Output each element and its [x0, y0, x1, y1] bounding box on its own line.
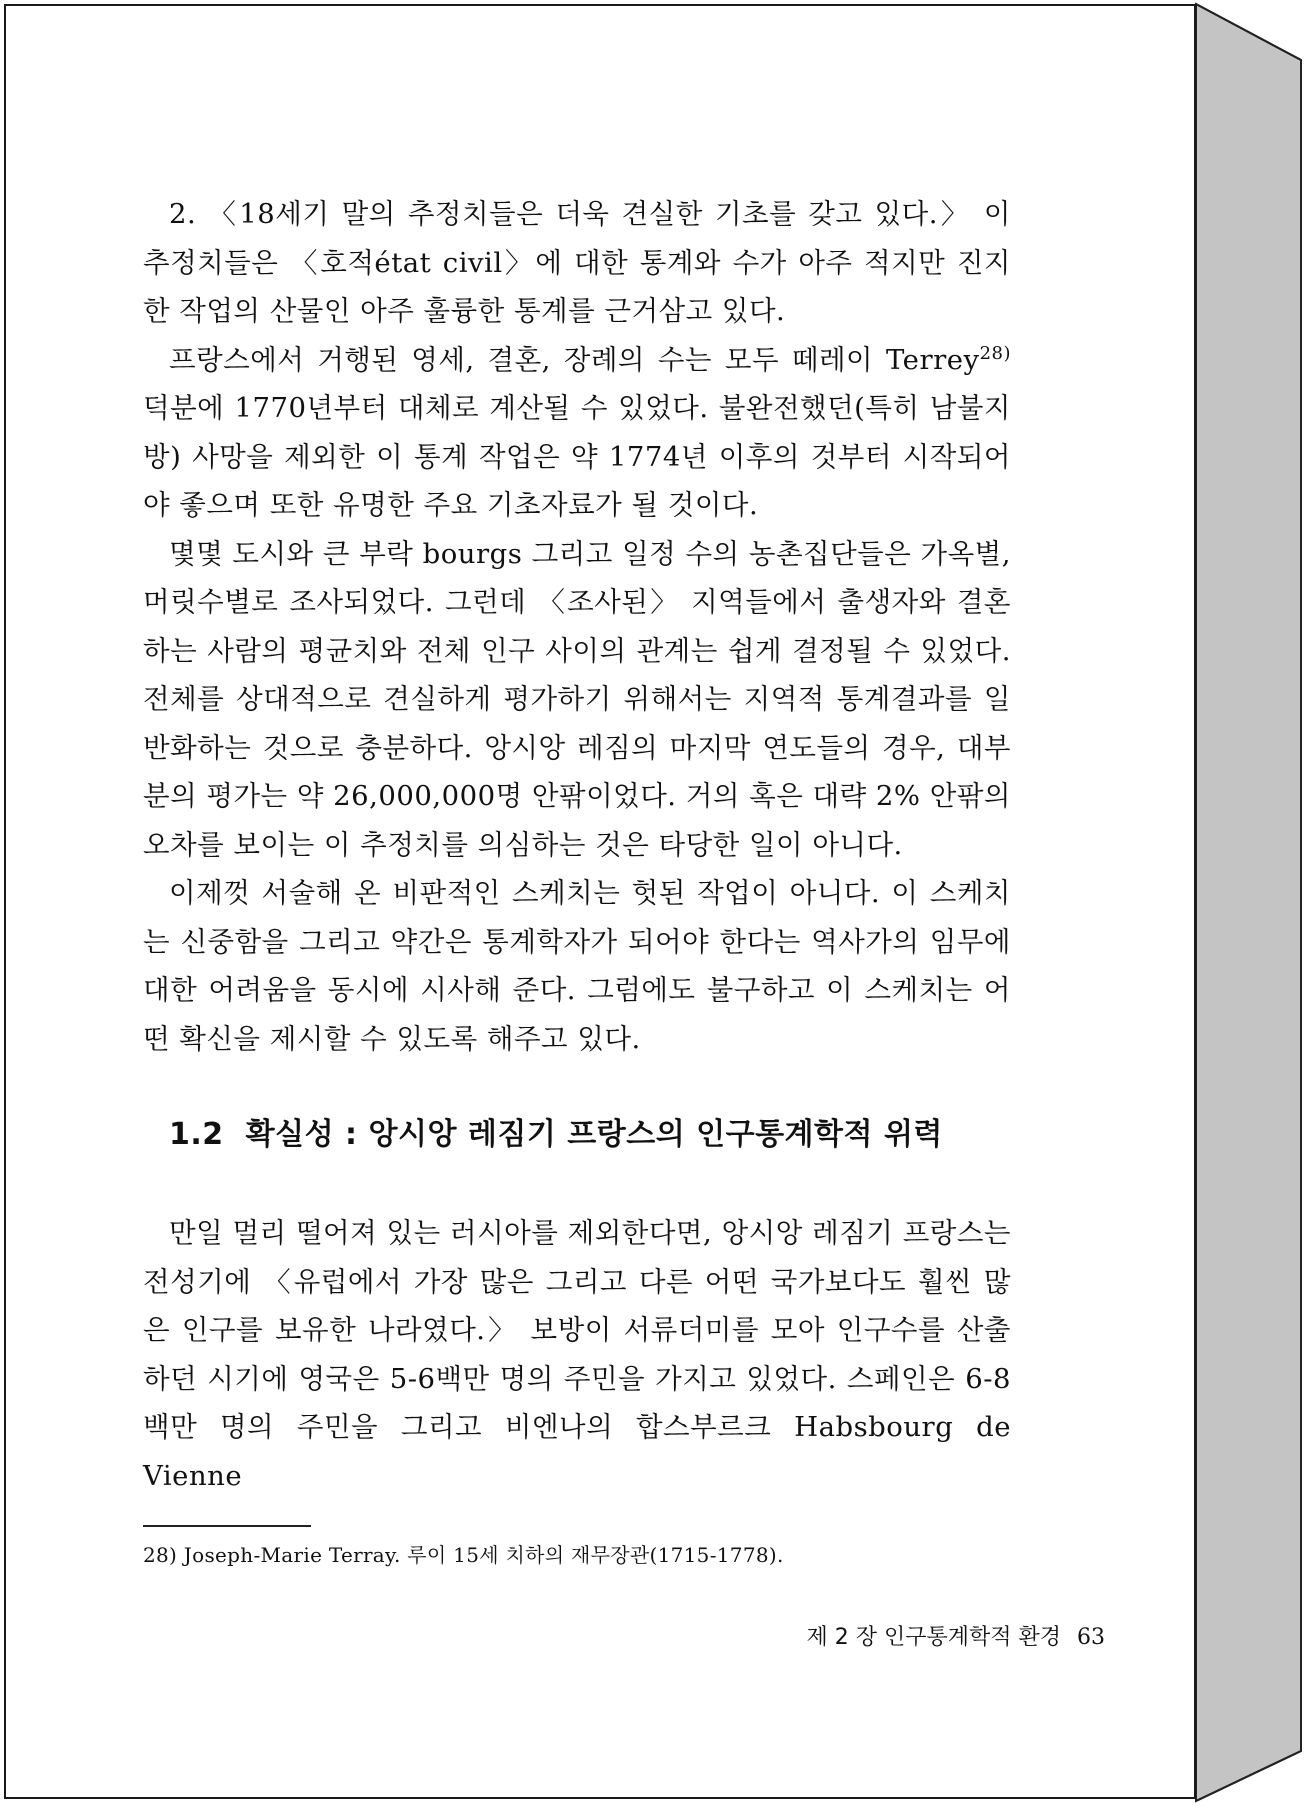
paragraph-2-text: 프랑스에서 거행된 영세, 결혼, 장례의 수는 모두 떼레이 Terrey — [169, 343, 980, 376]
chapter-title: 제 2 장 인구통계학적 환경 — [806, 1625, 1061, 1650]
paragraph-3: 몇몇 도시와 큰 부락 bourgs 그리고 일정 수의 농촌집단들은 가옥별, 머릿수별로 조사되었다. 그런데 〈조사된〉 지역들에서 출생자와 결혼하는 사람의 평균치와 전체 인구 사이의 관계는 쉽게 결정될 수 있었다. 전체를 상대적으로 견실하게 평가하기 위해서는 지역적 통계결과를 일반화하는 것으로 충분하다. 앙시앙 레짐의 마지막 연도들의 경우, 대부분의 평가는 약 26,000,000명 안팎이었다. 거의 혹은 대략 2% 안팎의 오차를 보이는 이 추정치를 의심하는 것은 타당한 일이 아니다. — [143, 537, 1011, 861]
paragraph-2-rest: 덕분에 1770년부터 대체로 계산될 수 있었다. 불완전했던(특히 남불지방) 사망을 제외한 이 통계 작업은 약 1774년 이후의 것부터 시작되어야 좋으며 또한 유명한 주요 기초자료가 될 것이다. — [143, 392, 1011, 521]
footnote-ref-28: 28) — [979, 342, 1011, 364]
paragraph-1: 2. 〈18세기 말의 추정치들은 더욱 견실한 기초를 갖고 있다.〉 이 추정치들은 〈호적état civil〉에 대한 통계와 수가 아주 적지만 진지한 작업의 산물인 아주 훌륭한 통계를 근거삼고 있다. — [143, 198, 1011, 327]
running-footer — [807, 1622, 1106, 1654]
page-body — [143, 190, 1011, 1500]
paragraph-2 — [143, 336, 1011, 530]
section-heading — [169, 1113, 1011, 1157]
book-side-panel — [1196, 4, 1301, 1801]
paragraph-4: 이제껏 서술해 온 비판적인 스케치는 헛된 작업이 아니다. 이 스케치는 신중함을 그리고 약간은 통계학자가 되어야 한다는 역사가의 임무에 대한 어려움을 동시에 시사해 준다. 그럼에도 불구하고 이 스케치는 어떤 확신을 제시할 수 있도록 해주고 있다. — [143, 877, 1011, 1055]
footnote-divider — [143, 1525, 311, 1527]
section-number: 1.2 — [169, 1117, 224, 1152]
paragraph-5: 만일 멀리 떨어져 있는 러시아를 제외한다면, 앙시앙 레짐기 프랑스는 전성기에 〈유럽에서 가장 많은 그리고 다른 어떤 국가보다도 훨씬 많은 인구를 보유한 나라였다.〉 보방이 서류더미를 모아 인구수를 산출하던 시기에 영국은 5-6백만 명의 주민을 가지고 있었다. 스페인은 6-8백만 명의 주민을 그리고 비엔나의 합스부르크 Habsbourg de Vienne — [143, 1217, 1011, 1492]
section-title: 확실성 : 앙시앙 레짐기 프랑스의 인구통계학적 위력 — [245, 1117, 943, 1152]
page-number: 63 — [1077, 1625, 1105, 1650]
footnote-28: 28) Joseph-Marie Terray. 루이 15세 치하의 재무장관(1715-1778). — [143, 1543, 784, 1567]
